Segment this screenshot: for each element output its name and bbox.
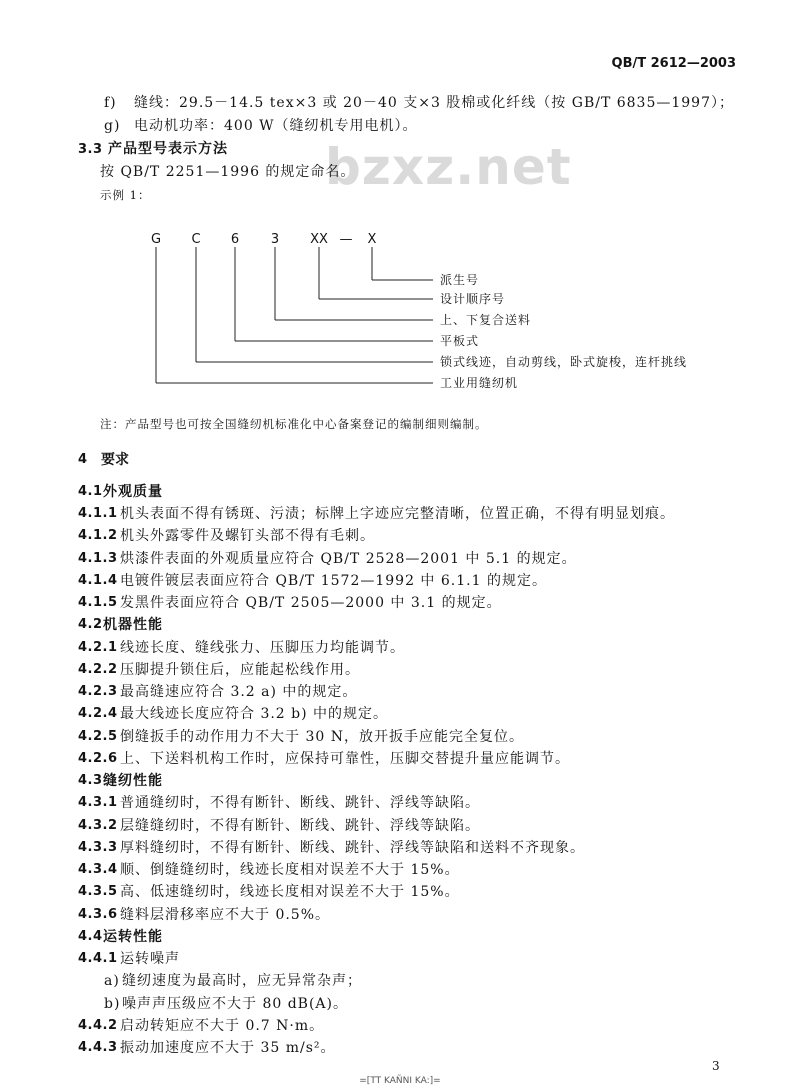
clause-4-2-2 [0,659,800,681]
label-derivative: 派生号 [440,273,480,287]
section-title: 产品型号表示方法 [108,140,228,157]
clause-4-4-3 [0,1037,800,1059]
clause-text: 机头外露零件及螺钉头部不得有毛刺。 [120,528,375,545]
list-item-text: 噪声声压级应不大于 80 dB(A)。 [122,995,348,1012]
subsection-heading-4-2 [0,614,800,636]
clause-4-1-2 [0,525,800,547]
section-title: 要求 [101,451,129,468]
clause-4-1-5 [0,592,800,614]
clause-number: 4.3.2 [78,817,118,833]
spec-item-g [0,115,800,138]
list-item-label: a) [104,973,120,990]
subsection-title: 外观质量 [103,483,163,500]
section-heading-3-3 [0,138,800,161]
subsection-heading-4-1 [0,481,800,503]
clause-text: 振动加速度应不大于 35 m/s²。 [120,1040,336,1057]
subsection-number: 4.2 [78,617,103,633]
section-3-3-text [0,161,800,184]
label-stitch-type: 锁式线迹，自动剪线，卧式旋梭，连杆挑线 [440,355,688,369]
section-heading-4 [0,449,800,471]
subsection-title: 机器性能 [103,617,163,634]
clause-text: 线迹长度、缝线张力、压脚压力均能调节。 [120,639,405,656]
clause-4-3-2 [0,815,800,837]
clause-4-1-4 [0,570,800,592]
clause-text: 最大线迹长度应符合 3.2 b) 中的规定。 [120,706,389,723]
standard-number-header: QB/T 2612—2003 [611,56,736,71]
clause-number: 4.2.3 [78,684,118,700]
clause-text: 层缝缝纫时，不得有断针、断线、跳针、浮线等缺陷。 [120,817,480,834]
clause-4-3-1 [0,792,800,814]
clause-number: 4.3.1 [78,795,118,811]
spec-item-label: g) [104,117,121,134]
clause-number: 4.4.3 [78,1040,118,1056]
code-design-sequence: XX [310,232,328,247]
list-item-label: b) [104,995,121,1012]
clause-number: 4.3.5 [78,884,118,900]
clause-text: 电镀件镀层表面应符合 QB/T 1572—1992 中 6.1.1 的规定。 [120,572,547,589]
clause-4-2-3 [0,681,800,703]
spec-item-label: f) [104,94,117,111]
clause-4-3-3 [0,837,800,859]
clause-number: 4.4.1 [78,951,118,967]
label-compound-feed: 上、下复合送料 [440,313,532,327]
watermark: bzxz.net [325,138,572,196]
clause-number: 4.1.1 [78,506,118,522]
subsection-title: 缝纫性能 [103,773,163,790]
clause-text: 普通缝纫时，不得有断针、断线、跳针、浮线等缺陷。 [120,795,480,812]
clause-number: 4.3.4 [78,862,118,878]
code-digit-3: 3 [270,232,280,247]
clause-4-3-6 [0,904,800,926]
clause-text: 倒缝扳手的动作用力不大于 30 N，放开扳手应能完全复位。 [120,728,524,745]
clause-4-1-3 [0,548,800,570]
clause-text: 最高缝速应符合 3.2 a) 中的规定。 [120,684,358,701]
clause-number: 4.2.1 [78,639,118,655]
subsection-number: 4.3 [78,773,103,789]
clause-number: 4.2.4 [78,706,118,722]
spec-item-text: 电动机功率：400 W（缝纫机专用电机）。 [134,117,418,134]
subsection-heading-4-4 [0,926,800,948]
clause-number: 4.1.5 [78,595,118,611]
code-derivative: X [367,232,377,247]
upper-content [0,92,800,207]
model-code-diagram [140,215,700,400]
requirements-content [0,481,800,1060]
code-dash: — [339,232,353,247]
page-footer: =[TT KAÑNI KA:]= [359,1076,441,1086]
clause-4-3-4 [0,859,800,881]
subsection-number: 4.4 [78,928,103,944]
clause-4-2-4 [0,703,800,725]
clause-number: 4.2.5 [78,728,118,744]
spec-item-f [0,92,800,115]
clause-number: 4.4.2 [78,1017,118,1033]
note-text: 注：产品型号也可按全国缝纫机标准化中心备案登记的编制细则编制。 [100,416,488,431]
clause-number: 4.2.6 [78,750,118,766]
clause-text: 厚料缝纫时，不得有断针、断线、跳针、浮线等缺陷和送料不齐现象。 [120,839,585,856]
clause-number: 4.3.3 [78,839,118,855]
clause-4-4-2 [0,1015,800,1037]
spec-item-text: 缝线：29.5－14.5 tex×3 或 20－40 支×3 股棉或化纤线（按 GB/T 6835—1997）； [134,94,734,111]
clause-number: 4.1.2 [78,528,118,544]
clause-text: 顺、倒缝缝纫时，线迹长度相对误差不大于 15%。 [120,862,460,879]
clause-text: 烘漆件表面的外观质量应符合 QB/T 2528—2001 中 5.1 的规定。 [120,550,577,567]
clause-4-2-6 [0,748,800,770]
clause-number: 4.3.6 [78,906,118,922]
example-label: 示例 1： [100,187,151,202]
section-number: 3.3 [78,141,103,157]
example-label-line [0,184,800,207]
clause-text: 发黑件表面应符合 QB/T 2505—2000 中 3.1 的规定。 [120,595,502,612]
clause-4-1-1 [0,503,800,525]
clause-text: 缝料层滑移率应不大于 0.5%。 [120,906,331,923]
clause-4-4-1-item-a [0,970,800,992]
subsection-title: 运转性能 [103,928,163,945]
paragraph-text: 按 QB/T 2251—1996 的规定命名。 [100,163,356,180]
subsection-number: 4.1 [78,483,103,499]
clause-4-3-5 [0,881,800,903]
clause-text: 运转噪声 [120,951,180,968]
code-letter-G: G [150,232,162,247]
clause-number: 4.2.2 [78,661,118,677]
list-item-text: 缝纫速度为最高时，应无异常杂声； [122,973,362,990]
label-design-sequence: 设计顺序号 [440,292,506,306]
clause-4-4-1 [0,948,800,970]
clause-text: 启动转矩应不大于 0.7 N·m。 [120,1017,325,1034]
clause-4-2-5 [0,726,800,748]
clause-text: 机头表面不得有锈斑、污渍；标牌上字迹应完整清晰，位置正确，不得有明显划痕。 [120,506,675,523]
clause-number: 4.1.3 [78,550,118,566]
clause-number: 4.1.4 [78,572,118,588]
subsection-heading-4-3 [0,770,800,792]
label-industrial-machine: 工业用缝纫机 [440,376,519,390]
code-digit-6: 6 [230,232,240,247]
code-letter-C: C [191,232,201,247]
clause-text: 压脚提升锁住后，应能起松线作用。 [120,661,360,678]
note-line [0,413,800,436]
clause-4-2-1 [0,637,800,659]
clause-text: 高、低速缝纫时，线迹长度相对误差不大于 15%。 [120,884,460,901]
section-number: 4 [78,451,88,467]
clause-text: 上、下送料机构工作时，应保持可靠性，压脚交替提升量应能调节。 [120,750,570,767]
clause-4-4-1-item-b [0,993,800,1015]
label-flatbed: 平板式 [440,334,480,348]
page-number: 3 [712,1059,720,1073]
